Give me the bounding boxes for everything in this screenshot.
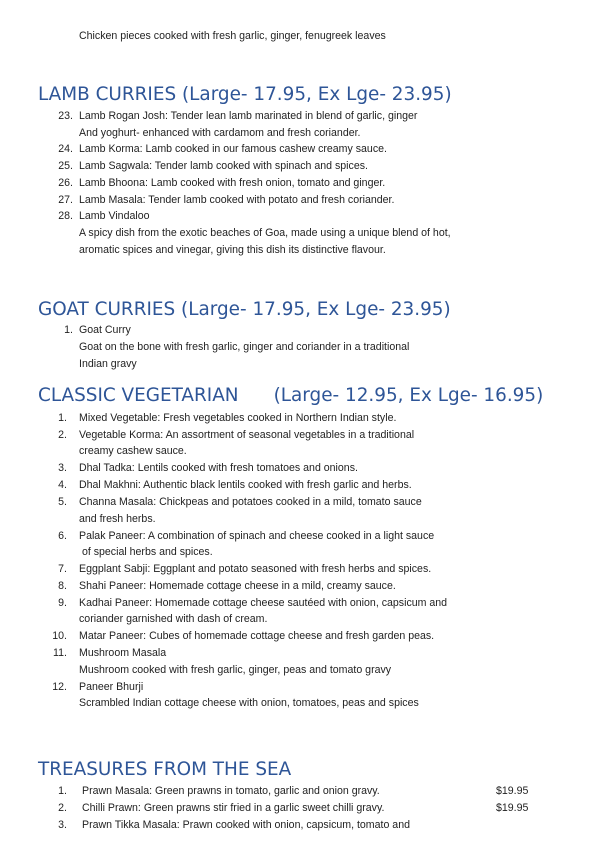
item-number: 12. [52, 681, 67, 693]
item-number: 28. [58, 210, 73, 222]
item-number: 26. [58, 177, 73, 189]
menu-item: Lamb Masala: Tender lamb cooked with potato and fresh coriander. [79, 194, 395, 206]
menu-item: Kadhai Paneer: Homemade cottage cheese sautéed with onion, capsicum and [79, 597, 448, 609]
menu-item-description: Mushroom cooked with fresh garlic, ginger, peas and tomato gravy [79, 664, 392, 676]
menu-item: Palak Paneer: A combination of spinach and cheese cooked in a light sauce [79, 530, 435, 542]
item-number: 8. [58, 580, 67, 592]
classic-vegetarian-heading: CLASSIC VEGETARIAN (Large- 12.95, Ex Lge- 16.95) [38, 385, 544, 406]
menu-item-description: A spicy dish from the exotic beaches of Goa, made using a unique blend of hot, [79, 227, 451, 239]
item-number: 10. [52, 630, 67, 642]
price: $19.95 [496, 802, 529, 814]
menu-item: Mixed Vegetable: Fresh vegetables cooked in Northern Indian style. [79, 412, 397, 424]
item-number: 2. [58, 802, 67, 814]
menu-item: Dhal Makhni: Authentic black lentils cooked with fresh garlic and herbs. [79, 479, 412, 491]
item-number: 23. [58, 110, 73, 122]
menu-item: Lamb Korma: Lamb cooked in our famous cashew creamy sauce. [79, 143, 387, 155]
menu-item: Eggplant Sabji: Eggplant and potato seasoned with fresh herbs and spices. [79, 563, 432, 575]
menu-item: Shahi Paneer: Homemade cottage cheese in a mild, creamy sauce. [79, 580, 396, 592]
menu-item-description: of special herbs and spices. [79, 546, 213, 558]
item-number: 9. [58, 597, 67, 609]
menu-item: Prawn Tikka Masala: Prawn cooked with onion, capsicum, tomato and [82, 819, 410, 831]
menu-item-description: Indian gravy [79, 358, 137, 370]
menu-item: Mushroom Masala [79, 647, 167, 659]
price: $19.95 [496, 785, 529, 797]
menu-item: Goat Curry [79, 324, 131, 336]
item-number: 24. [58, 143, 73, 155]
item-number: 7. [58, 563, 67, 575]
menu-item: Chilli Prawn: Green prawns stir fried in a garlic sweet chilli gravy. [82, 802, 385, 814]
menu-item-description: Goat on the bone with fresh garlic, ginger and coriander in a traditional [79, 341, 410, 353]
item-number: 3. [58, 462, 67, 474]
menu-item: Matar Paneer: Cubes of homemade cottage cheese and fresh garden peas. [79, 630, 435, 642]
menu-item: Lamb Bhoona: Lamb cooked with fresh onion, tomato and ginger. [79, 177, 386, 189]
menu-item: Lamb Rogan Josh: Tender lean lamb marinated in blend of garlic, ginger [79, 110, 418, 122]
goat-curries-heading: GOAT CURRIES (Large- 17.95, Ex Lge- 23.95) [38, 299, 451, 320]
menu-item: Vegetable Korma: An assortment of seasonal vegetables in a traditional [79, 429, 415, 441]
menu-item-description: and fresh herbs. [79, 513, 156, 525]
item-number: 1. [58, 785, 67, 797]
item-number: 3. [58, 819, 67, 831]
menu-item: Paneer Bhurji [79, 681, 144, 693]
menu-item: Prawn Masala: Green prawns in tomato, garlic and onion gravy. [82, 785, 380, 797]
item-number: 27. [58, 194, 73, 206]
lamb-curries-heading: LAMB CURRIES (Large- 17.95, Ex Lge- 23.95) [38, 84, 452, 105]
menu-item-description: coriander garnished with dash of cream. [79, 613, 268, 625]
menu-item: Channa Masala: Chickpeas and potatoes cooked in a mild, tomato sauce [79, 496, 422, 508]
menu-item-description: Scrambled Indian cottage cheese with onion, tomatoes, peas and spices [79, 697, 419, 709]
item-number: 25. [58, 160, 73, 172]
item-number: 1. [58, 412, 67, 424]
item-number: 11. [53, 647, 67, 659]
item-number: 4. [58, 479, 67, 491]
menu-item: Dhal Tadka: Lentils cooked with fresh tomatoes and onions. [79, 462, 358, 474]
item-number: 5. [58, 496, 67, 508]
item-number: 2. [58, 429, 67, 441]
item-number: 1. [64, 324, 73, 336]
item-number: 6. [58, 530, 67, 542]
menu-item-description: creamy cashew sauce. [79, 445, 187, 457]
menu-item: Lamb Vindaloo [79, 210, 150, 222]
treasures-from-the-sea-heading: TREASURES FROM THE SEA [38, 759, 292, 780]
menu-item-description: And yoghurt- enhanced with cardamom and fresh coriander. [79, 127, 361, 139]
menu-item: Lamb Sagwala: Tender lamb cooked with spinach and spices. [79, 160, 368, 172]
menu-item-description: aromatic spices and vinegar, giving this dish its distinctive flavour. [79, 244, 386, 256]
intro-description: Chicken pieces cooked with fresh garlic, ginger, fenugreek leaves [79, 30, 386, 42]
